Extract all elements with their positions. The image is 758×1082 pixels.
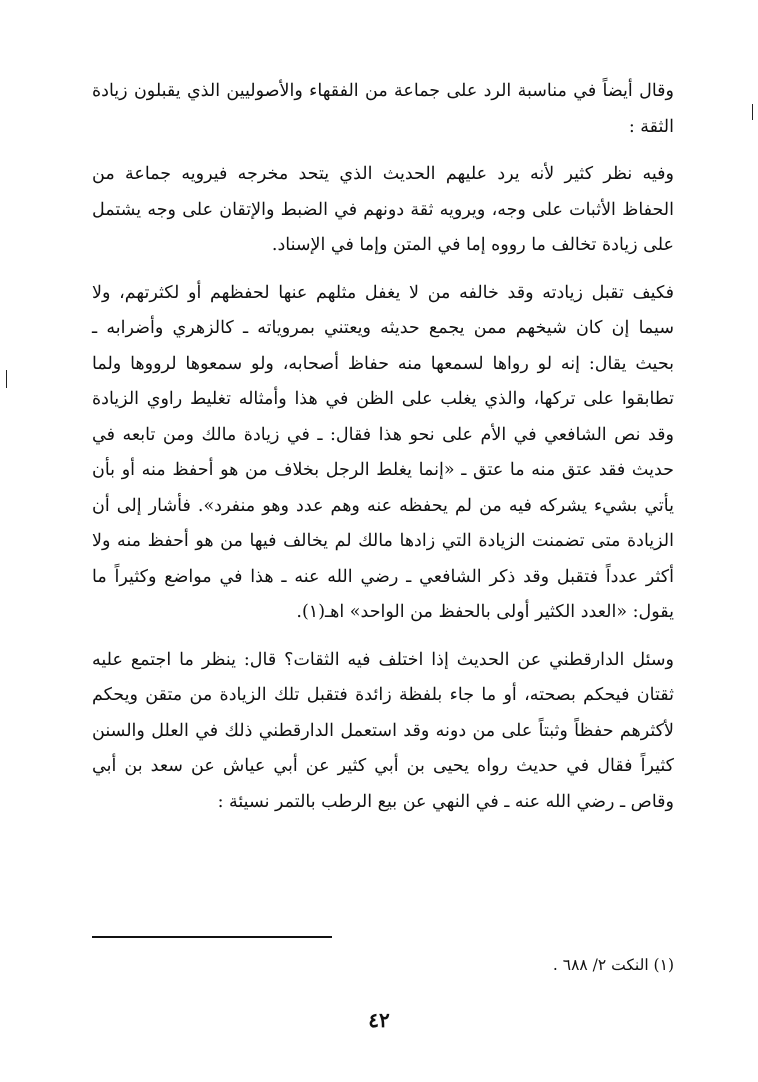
paragraph-3: فكيف تقبل زيادته وقد خالفه من لا يغفل مثلهم عنها لحفظهم أو لكثرتهم، ولا سيما إن كان شيخهم ممن يجمع حديثه ويعتني بمروياته ـ كالزهري وأضرابه ـ بحيث يقال: إنه لو رواها لسمعها منه حفاظ أصحابه، ولو سمعوها لرووها ولما تطابقوا على تركها، والذي يغلب على الظن في هذا وأمثاله تغليط راوي الزيادة وقد نص الشافعي في الأم على نحو هذا فقال: ـ في زيادة مالك ومن تابعه في حديث فقد عتق منه ما عتق ـ «إنما يغلط الرجل بخلاف من هو أحفظ منه أو بأن يأتي بشيء يشركه فيه من لم يحفظه عنه وهم عدد وهو منفرد». فأشار إلى أن الزيادة متى تضمنت الزيادة التي زادها مالك لم يخالف فيها من هو أحفظ منه ولا أكثر عدداً فتقبل وقد ذكر الشافعي ـ رضي الله عنه ـ هذا في مواضع وكثيراً ما يقول: «العدد الكثير أولى بالحفظ من الواحد» اهـ(١). bbox=[92, 282, 674, 622]
paragraph-2: وفيه نظر كثير لأنه يرد عليهم الحديث الذي يتحد مخرجه فيرويه جماعة من الحفاظ الأثبات على وجه، ويرويه ثقة دونهم في الضبط والإتقان على وجه يشتمل على زيادة تخالف ما رووه إما في المتن وإما في الإسناد. bbox=[92, 164, 674, 255]
page-number: ٤٢ bbox=[368, 1008, 390, 1032]
scan-edge-mark bbox=[752, 104, 753, 120]
paragraph-4: وسئل الدارقطني عن الحديث إذا اختلف فيه الثقات؟ قال: ينظر ما اجتمع عليه ثقتان فيحكم بصحته، أو ما جاء بلفظة زائدة فتقبل تلك الزيادة من متقن ويحكم لأكثرهم حفظاً وثبتاً على من دونه وقد استعمل الدارقطني ذلك في العلل والسنن كثيراً فقال في حديث رواه يحيى بن أبي كثير عن أبي عياش عن سعد بن أبي وقاص ـ رضي الله عنه ـ في النهي عن بيع الرطب بالتمر نسيئة : bbox=[92, 649, 674, 812]
footnote-separator bbox=[92, 936, 332, 938]
main-text bbox=[92, 74, 674, 820]
paragraph-1: وقال أيضاً في مناسبة الرد على جماعة من الفقهاء والأصوليين الذي يقبلون زيادة الثقة : bbox=[92, 81, 674, 137]
scan-edge-mark bbox=[6, 370, 7, 388]
footnote: (١) النكت ٢/ ٦٨٨ . bbox=[552, 956, 674, 974]
